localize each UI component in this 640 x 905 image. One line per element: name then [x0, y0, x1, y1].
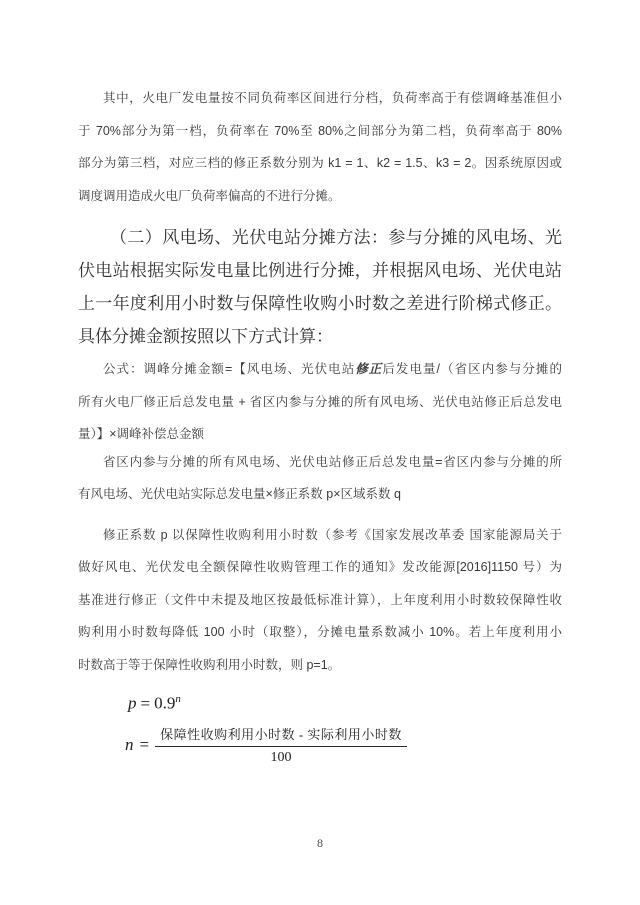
- formula-n-variable: n: [125, 734, 134, 754]
- formula-text-prefix: 公式：调峰分摊金额=【风电场、光伏电站: [103, 362, 356, 376]
- paragraph-load-rate-tiers: [78, 82, 562, 212]
- paragraph-correction-coefficient: [78, 519, 562, 682]
- page-content: [78, 82, 562, 766]
- formula-n: [78, 724, 562, 766]
- fraction-numerator: 保障性收购利用小时数 - 实际利用小时数: [155, 724, 407, 747]
- text-line: 做好风电、光伏发电全额保障性收购管理工作的通知》发改能源[2016]1150 号）为: [78, 560, 562, 574]
- paragraph-wind-solar-allocation-method: [78, 221, 562, 353]
- formula-text-suffix: 后发电量/（省区内参与分摊的: [382, 362, 562, 376]
- text-line: 基准进行修正（文件中未提及地区按最低标准计算），上年度利用小时数较保障性收: [78, 592, 562, 607]
- text-line: 有风电场、光伏电站实际总发电量×修正系数 p×区域系数 q: [78, 487, 401, 501]
- text-line: 修正系数 p 以保障性收购利用小时数（参考《国家发展改革委 国家能源局关于: [103, 527, 562, 542]
- fraction: [155, 724, 407, 766]
- text-line: （二）风电场、光伏电站分摊方法：参与分摊的风电场、光: [110, 228, 562, 247]
- formula-p-variable: p: [128, 693, 137, 713]
- text-line: 其中，火电厂发电量按不同负荷率区间进行分档，负荷率高于有偿调峰基准但小: [103, 91, 562, 105]
- equals-sign: =: [140, 693, 151, 713]
- text-line: 具体分摊金额按照以下方式计算：: [78, 327, 333, 346]
- formula-p: [78, 684, 562, 719]
- text-line: 部分为第三档，对应三档的修正系数分别为 k1 = 1、k2 = 1.5、k3 = 2。因系统原因或: [78, 156, 562, 170]
- formula-p-base: 0.9: [154, 693, 176, 713]
- text-line: 上一年度利用小时数与保障性收购小时数之差进行阶梯式修正。: [78, 294, 562, 313]
- text-line: 调度调用造成火电厂负荷率偏高的不进行分摊。: [78, 188, 341, 203]
- text-line: 所有火电厂修正后总发电量 + 省区内参与分摊的所有风电场、光伏电站修正后总发电: [78, 394, 562, 409]
- paragraph-provincial-total: [78, 446, 562, 511]
- text-line: 时数高于等于保障性收购利用小时数，则 p=1。: [78, 657, 341, 672]
- text-line: 购利用小时数每降低 100 小时（取整），分摊电量系数减小 10%。若上年度利用小: [78, 625, 562, 639]
- fraction-denominator: 100: [270, 749, 292, 765]
- emphasized-term: 修正: [355, 362, 383, 376]
- paragraph-formula-definition: [78, 353, 562, 451]
- page-number: 8: [317, 836, 323, 850]
- text-line: 伏电站根据实际发电量比例进行分摊，并根据风电场、光伏电站: [78, 261, 562, 280]
- text-line: 量）】×调峰补偿总金额: [78, 427, 205, 441]
- text-line: [78, 353, 562, 386]
- formula-p-exponent: n: [175, 693, 181, 705]
- text-line: 省区内参与分摊的所有风电场、光伏电站修正后总发电量=省区内参与分摊的所: [103, 454, 562, 469]
- text-line: 于 70%部分为第一档，负荷率在 70%至 80%之间部分为第二档，负荷率高于 80%: [78, 123, 562, 138]
- equals-sign: =: [139, 734, 150, 754]
